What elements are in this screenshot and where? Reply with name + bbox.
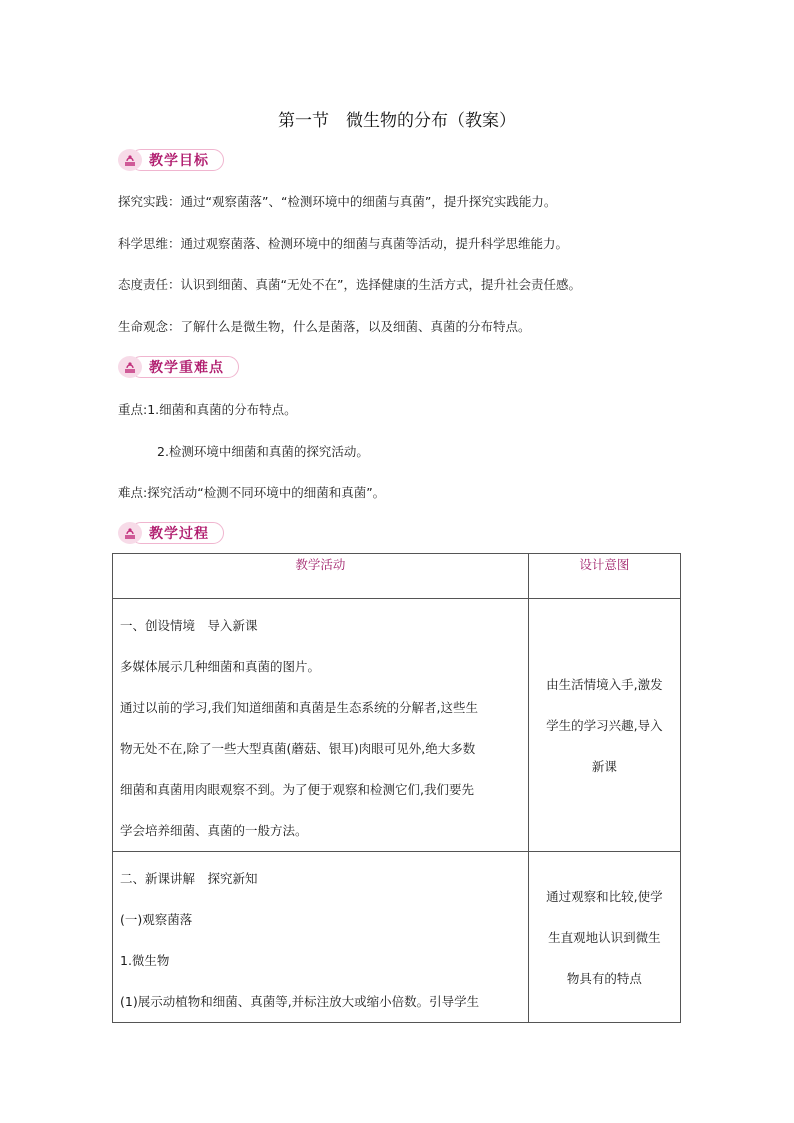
keypoint-line: 重点:1.细菌和真菌的分布特点。 (118, 402, 297, 417)
book-stack-icon (118, 149, 142, 171)
activity-line: 通过以前的学习,我们知道细菌和真菌是生态系统的分解者,这些生 (120, 700, 478, 715)
column-header-intent: 设计意图 (528, 554, 680, 599)
intent-line: 生直观地认识到微生 (548, 929, 661, 945)
intent-line: 新课 (591, 758, 617, 774)
activity-line: 二、新课讲解 探究新知 (120, 871, 258, 886)
table-row (113, 852, 681, 1023)
column-header-activity: 教学活动 (113, 554, 529, 599)
goal-item: 生命观念：了解什么是微生物，什么是菌落，以及细菌、真菌的分布特点。 (118, 319, 531, 334)
section-badge-process (118, 522, 224, 544)
difficulty-line: 难点:探究活动“检测不同环境中的细菌和真菌”。 (118, 485, 386, 500)
activity-line: 物无处不在,除了一些大型真菌(蘑菇、银耳)肉眼可见外,绝大多数 (120, 741, 476, 756)
intent-line: 学生的学习兴趣,导入 (546, 717, 663, 733)
book-stack-icon (118, 356, 142, 378)
table-row (113, 599, 681, 852)
goal-item: 态度责任：认识到细菌、真菌“无处不在”，选择健康的生活方式，提升社会责任感。 (118, 277, 581, 292)
goal-item: 探究实践：通过“观察菌落”、“检测环境中的细菌与真菌”，提升探究实践能力。 (118, 194, 557, 209)
section-badge-goals (118, 149, 224, 171)
section-heading: 教学过程 (130, 522, 224, 544)
activity-line: 一、创设情境 导入新课 (120, 618, 258, 633)
intent-cell (528, 599, 680, 852)
activity-line: 细菌和真菌用肉眼观察不到。为了便于观察和检测它们,我们要先 (120, 782, 474, 797)
activity-cell (113, 599, 529, 852)
intent-line: 物具有的特点 (566, 970, 642, 986)
process-table (112, 553, 681, 1023)
section-heading: 教学目标 (130, 149, 224, 171)
section-badge-keypoints (118, 356, 239, 378)
activity-cell (113, 852, 529, 1023)
activity-line: 学会培养细菌、真菌的一般方法。 (120, 823, 308, 838)
book-stack-icon (118, 522, 142, 544)
section-heading: 教学重难点 (130, 356, 239, 378)
intent-line: 由生活情境入手,激发 (546, 676, 663, 692)
table-header-row (113, 554, 681, 599)
intent-line: 通过观察和比较,使学 (546, 888, 663, 904)
activity-line: (一)观察菌落 (120, 912, 193, 927)
intent-cell (528, 852, 680, 1023)
goal-item: 科学思维：通过观察菌落、检测环境中的细菌与真菌等活动，提升科学思维能力。 (118, 236, 569, 251)
keypoint-line: 2.检测环境中细菌和真菌的探究活动。 (157, 444, 369, 459)
activity-line: (1)展示动植物和细菌、真菌等,并标注放大或缩小倍数。引导学生 (120, 994, 480, 1009)
activity-line: 多媒体展示几种细菌和真菌的图片。 (120, 659, 321, 674)
document-title: 第一节 微生物的分布（教案） (278, 111, 516, 131)
activity-line: 1.微生物 (120, 953, 170, 968)
